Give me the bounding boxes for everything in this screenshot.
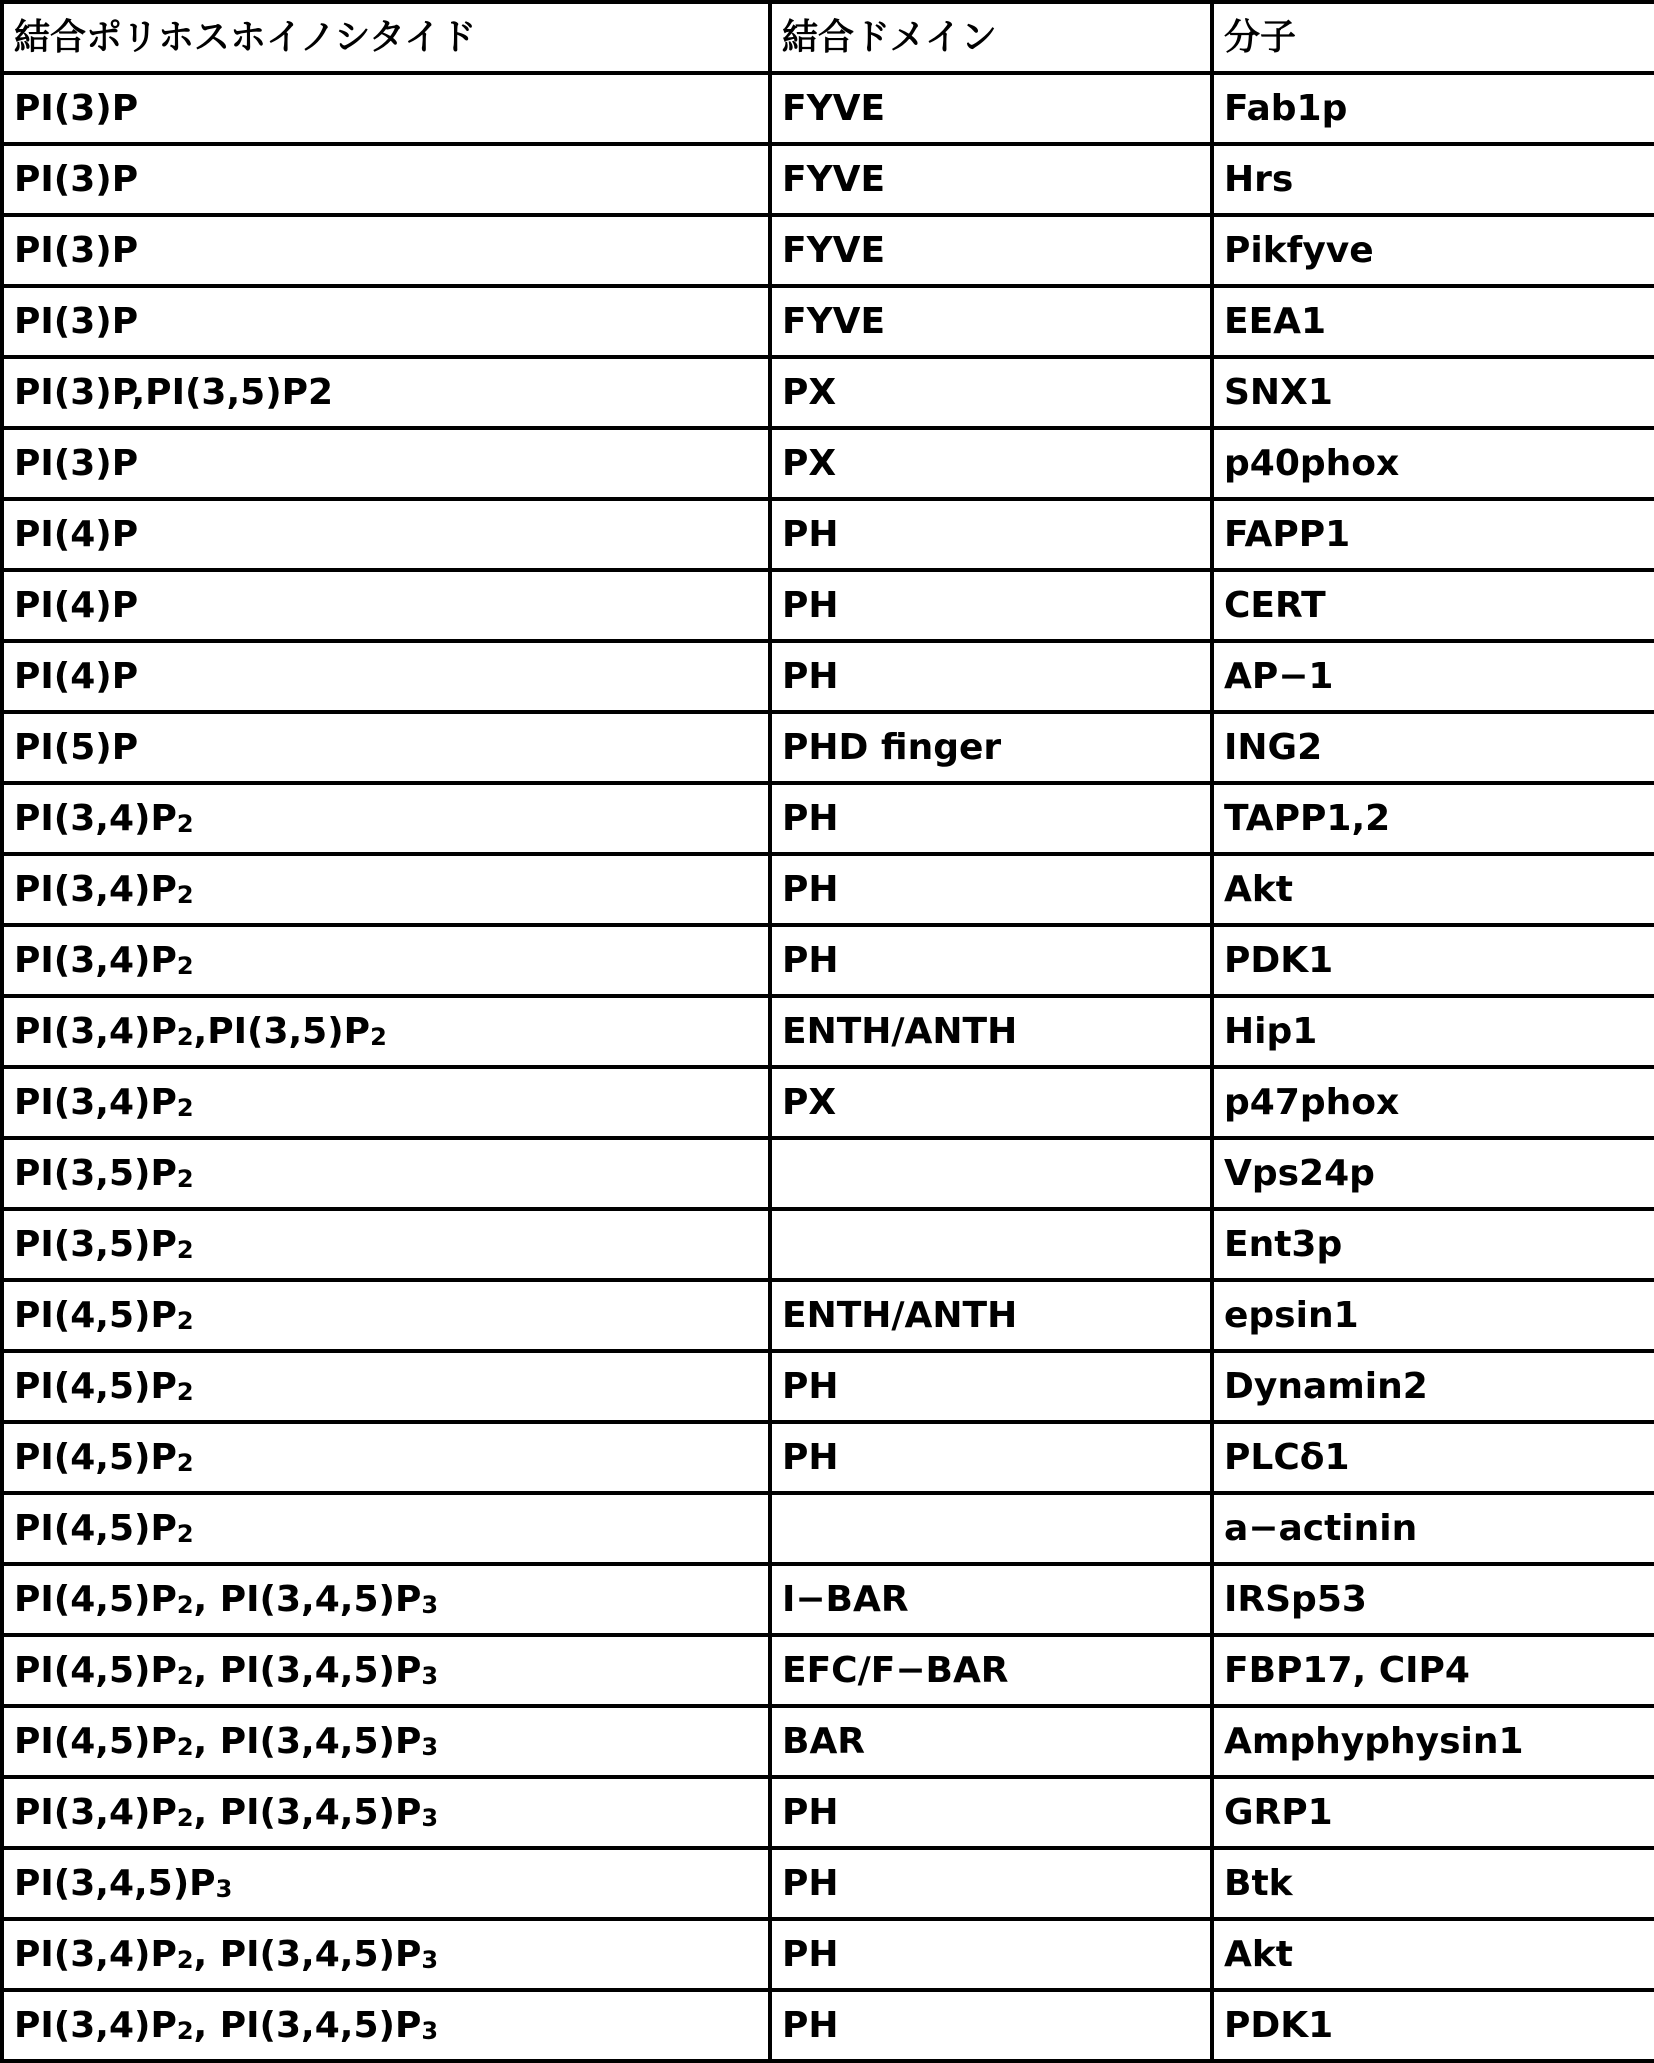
- cell-molecule: PDK1: [1212, 1990, 1654, 2061]
- cell-binding-domain: PHD finger: [770, 712, 1212, 783]
- cell-molecule: Dynamin2: [1212, 1351, 1654, 1422]
- cell-molecule: Akt: [1212, 1919, 1654, 1990]
- cell-binding-polyphosphoinositide: [2, 1564, 770, 1635]
- cell-binding-polyphosphoinositide: [2, 570, 770, 641]
- table-row: [2, 1919, 1654, 1990]
- lipid-text: PI(3,4,5)P: [14, 1862, 216, 1904]
- lipid-subscript: 2: [176, 1306, 194, 1335]
- table-row: [2, 73, 1654, 144]
- cell-binding-polyphosphoinositide: [2, 783, 770, 854]
- lipid-text: PI(4,5)P: [14, 1365, 177, 1407]
- cell-molecule: FBP17, CIP4: [1212, 1635, 1654, 1706]
- lipid-text: PI(3,4)P: [14, 1791, 177, 1833]
- lipid-text: PI(3,4)P: [14, 2004, 177, 2046]
- cell-binding-polyphosphoinositide: [2, 641, 770, 712]
- table-row: [2, 144, 1654, 215]
- cell-binding-domain: PH: [770, 499, 1212, 570]
- lipid-text: , PI(3,4,5)P: [193, 1649, 422, 1691]
- cell-binding-domain: FYVE: [770, 73, 1212, 144]
- lipid-text: PI(3,4)P: [14, 868, 177, 910]
- lipid-subscript: 3: [215, 1874, 233, 1903]
- cell-molecule: Vps24p: [1212, 1138, 1654, 1209]
- lipid-text: PI(3,5)P: [14, 1223, 177, 1265]
- lipid-subscript: 2: [176, 1022, 194, 1051]
- lipid-text: , PI(3,4,5)P: [193, 1578, 422, 1620]
- lipid-subscript: 2: [176, 1164, 194, 1193]
- table-row: [2, 854, 1654, 925]
- cell-binding-domain: PX: [770, 357, 1212, 428]
- lipid-text: , PI(3,4,5)P: [193, 2004, 422, 2046]
- cell-molecule: a−actinin: [1212, 1493, 1654, 1564]
- lipid-text: , PI(3,4,5)P: [193, 1791, 422, 1833]
- cell-binding-domain: PH: [770, 1777, 1212, 1848]
- lipid-subscript: 2: [176, 951, 194, 980]
- cell-molecule: Pikfyve: [1212, 215, 1654, 286]
- lipid-subscript: 2: [176, 1803, 194, 1832]
- lipid-text: PI(4)P: [14, 584, 139, 626]
- cell-molecule: GRP1: [1212, 1777, 1654, 1848]
- lipid-text: PI(3)P: [14, 229, 139, 271]
- lipid-text: PI(4,5)P: [14, 1436, 177, 1478]
- table-row: [2, 1351, 1654, 1422]
- lipid-subscript: 2: [176, 1732, 194, 1761]
- lipid-text: PI(3)P: [14, 442, 139, 484]
- table-row: [2, 641, 1654, 712]
- lipid-text: PI(4,5)P: [14, 1720, 177, 1762]
- cell-binding-domain: PH: [770, 854, 1212, 925]
- cell-molecule: PLCδ1: [1212, 1422, 1654, 1493]
- cell-molecule: Amphyphysin1: [1212, 1706, 1654, 1777]
- lipid-text: PI(5)P: [14, 726, 139, 768]
- cell-molecule: ING2: [1212, 712, 1654, 783]
- cell-binding-polyphosphoinositide: [2, 1706, 770, 1777]
- table-row: [2, 1564, 1654, 1635]
- cell-molecule: Btk: [1212, 1848, 1654, 1919]
- table-row: [2, 499, 1654, 570]
- lipid-text: PI(4,5)P: [14, 1294, 177, 1336]
- cell-binding-polyphosphoinositide: [2, 854, 770, 925]
- cell-molecule: CERT: [1212, 570, 1654, 641]
- cell-binding-polyphosphoinositide: [2, 712, 770, 783]
- cell-binding-domain: PH: [770, 925, 1212, 996]
- table-row: [2, 357, 1654, 428]
- cell-molecule: p40phox: [1212, 428, 1654, 499]
- cell-binding-polyphosphoinositide: [2, 1067, 770, 1138]
- lipid-subscript: 2: [176, 1448, 194, 1477]
- lipid-subscript: 2: [176, 1590, 194, 1619]
- cell-binding-domain: I−BAR: [770, 1564, 1212, 1635]
- lipid-text: PI(3,4)P: [14, 797, 177, 839]
- cell-molecule: Ent3p: [1212, 1209, 1654, 1280]
- cell-binding-domain: EFC/F−BAR: [770, 1635, 1212, 1706]
- lipid-text: PI(4,5)P: [14, 1649, 177, 1691]
- cell-binding-domain: PH: [770, 1351, 1212, 1422]
- cell-molecule: p47phox: [1212, 1067, 1654, 1138]
- cell-binding-polyphosphoinositide: [2, 1493, 770, 1564]
- cell-binding-polyphosphoinositide: [2, 996, 770, 1067]
- cell-molecule: EEA1: [1212, 286, 1654, 357]
- header-binding-domain: 結合ドメイン: [770, 2, 1212, 73]
- lipid-text: ,PI(3,5)P: [193, 1010, 371, 1052]
- lipid-text: PI(4)P: [14, 655, 139, 697]
- table-row: [2, 1280, 1654, 1351]
- table-row: [2, 1848, 1654, 1919]
- lipid-text: PI(4,5)P: [14, 1507, 177, 1549]
- lipid-text: PI(3,4)P: [14, 1933, 177, 1975]
- table-row: [2, 1777, 1654, 1848]
- cell-binding-polyphosphoinositide: [2, 1635, 770, 1706]
- lipid-text: PI(3,4)P: [14, 939, 177, 981]
- table-row: [2, 1635, 1654, 1706]
- lipid-subscript: 2: [176, 1945, 194, 1974]
- table-row: [2, 1067, 1654, 1138]
- lipid-text: PI(3)P: [14, 87, 139, 129]
- cell-molecule: FAPP1: [1212, 499, 1654, 570]
- lipid-subscript: 2: [176, 1235, 194, 1264]
- lipid-subscript: 3: [421, 1945, 439, 1974]
- lipid-text: PI(3)P,PI(3,5)P2: [14, 371, 334, 413]
- cell-binding-polyphosphoinositide: [2, 73, 770, 144]
- cell-binding-domain: PH: [770, 1919, 1212, 1990]
- cell-binding-domain: [770, 1209, 1212, 1280]
- cell-binding-polyphosphoinositide: [2, 1848, 770, 1919]
- table-row: [2, 1990, 1654, 2061]
- table-header-row: [2, 2, 1654, 73]
- cell-molecule: AP−1: [1212, 641, 1654, 712]
- cell-molecule: PDK1: [1212, 925, 1654, 996]
- lipid-text: PI(3)P: [14, 300, 139, 342]
- cell-binding-domain: PH: [770, 1848, 1212, 1919]
- lipid-subscript: 3: [421, 1590, 439, 1619]
- table-row: [2, 428, 1654, 499]
- lipid-subscript: 2: [176, 2016, 194, 2045]
- lipid-text: , PI(3,4,5)P: [193, 1720, 422, 1762]
- cell-binding-polyphosphoinositide: [2, 1919, 770, 1990]
- table-row: [2, 286, 1654, 357]
- cell-binding-polyphosphoinositide: [2, 499, 770, 570]
- lipid-subscript: 3: [421, 1661, 439, 1690]
- lipid-subscript: 2: [176, 1093, 194, 1122]
- cell-molecule: TAPP1,2: [1212, 783, 1654, 854]
- cell-molecule: Hrs: [1212, 144, 1654, 215]
- cell-binding-domain: [770, 1493, 1212, 1564]
- table-row: [2, 996, 1654, 1067]
- lipid-text: , PI(3,4,5)P: [193, 1933, 422, 1975]
- cell-binding-domain: PH: [770, 783, 1212, 854]
- table-row: [2, 1706, 1654, 1777]
- cell-binding-polyphosphoinositide: [2, 1422, 770, 1493]
- cell-binding-domain: ENTH/ANTH: [770, 1280, 1212, 1351]
- cell-molecule: Hip1: [1212, 996, 1654, 1067]
- table-row: [2, 215, 1654, 286]
- lipid-subscript: 2: [176, 1377, 194, 1406]
- lipid-subscript: 2: [176, 1519, 194, 1548]
- lipid-text: PI(3)P: [14, 158, 139, 200]
- cell-binding-polyphosphoinositide: [2, 144, 770, 215]
- cell-binding-polyphosphoinositide: [2, 215, 770, 286]
- table-row: [2, 783, 1654, 854]
- cell-binding-domain: ENTH/ANTH: [770, 996, 1212, 1067]
- cell-binding-polyphosphoinositide: [2, 925, 770, 996]
- table-row: [2, 1138, 1654, 1209]
- cell-binding-domain: PH: [770, 641, 1212, 712]
- table-row: [2, 925, 1654, 996]
- lipid-subscript: 2: [370, 1022, 387, 1051]
- cell-molecule: epsin1: [1212, 1280, 1654, 1351]
- cell-binding-polyphosphoinositide: [2, 428, 770, 499]
- cell-binding-polyphosphoinositide: [2, 1209, 770, 1280]
- cell-binding-domain: BAR: [770, 1706, 1212, 1777]
- cell-binding-domain: [770, 1138, 1212, 1209]
- cell-binding-polyphosphoinositide: [2, 1777, 770, 1848]
- table-row: [2, 570, 1654, 641]
- lipid-subscript: 2: [176, 809, 194, 838]
- header-molecule: 分子: [1212, 2, 1654, 73]
- cell-binding-domain: FYVE: [770, 286, 1212, 357]
- lipid-text: PI(4)P: [14, 513, 139, 555]
- cell-binding-domain: FYVE: [770, 215, 1212, 286]
- cell-binding-domain: PH: [770, 1422, 1212, 1493]
- lipid-text: PI(3,4)P: [14, 1010, 177, 1052]
- lipid-subscript: 3: [421, 2016, 439, 2045]
- lipid-subscript: 3: [421, 1803, 439, 1832]
- cell-binding-polyphosphoinositide: [2, 1351, 770, 1422]
- lipid-subscript: 2: [176, 880, 194, 909]
- cell-binding-domain: PH: [770, 570, 1212, 641]
- cell-binding-domain: PH: [770, 1990, 1212, 2061]
- cell-molecule: IRSp53: [1212, 1564, 1654, 1635]
- cell-binding-polyphosphoinositide: [2, 357, 770, 428]
- header-binding-polyphosphoinositide: 結合ポリホスホイノシタイド: [2, 2, 770, 73]
- table-row: [2, 1493, 1654, 1564]
- cell-binding-polyphosphoinositide: [2, 286, 770, 357]
- cell-binding-domain: PX: [770, 1067, 1212, 1138]
- cell-binding-polyphosphoinositide: [2, 1138, 770, 1209]
- lipid-subscript: 3: [421, 1732, 439, 1761]
- table-row: [2, 1422, 1654, 1493]
- cell-molecule: Akt: [1212, 854, 1654, 925]
- cell-binding-domain: PX: [770, 428, 1212, 499]
- lipid-text: PI(3,5)P: [14, 1152, 177, 1194]
- cell-binding-polyphosphoinositide: [2, 1990, 770, 2061]
- cell-molecule: Fab1p: [1212, 73, 1654, 144]
- table-row: [2, 1209, 1654, 1280]
- lipid-subscript: 2: [176, 1661, 194, 1690]
- cell-binding-domain: FYVE: [770, 144, 1212, 215]
- table-row: [2, 712, 1654, 783]
- cell-binding-polyphosphoinositide: [2, 1280, 770, 1351]
- lipid-text: PI(4,5)P: [14, 1578, 177, 1620]
- lipid-text: PI(3,4)P: [14, 1081, 177, 1123]
- table-body: [2, 73, 1654, 2061]
- cell-molecule: SNX1: [1212, 357, 1654, 428]
